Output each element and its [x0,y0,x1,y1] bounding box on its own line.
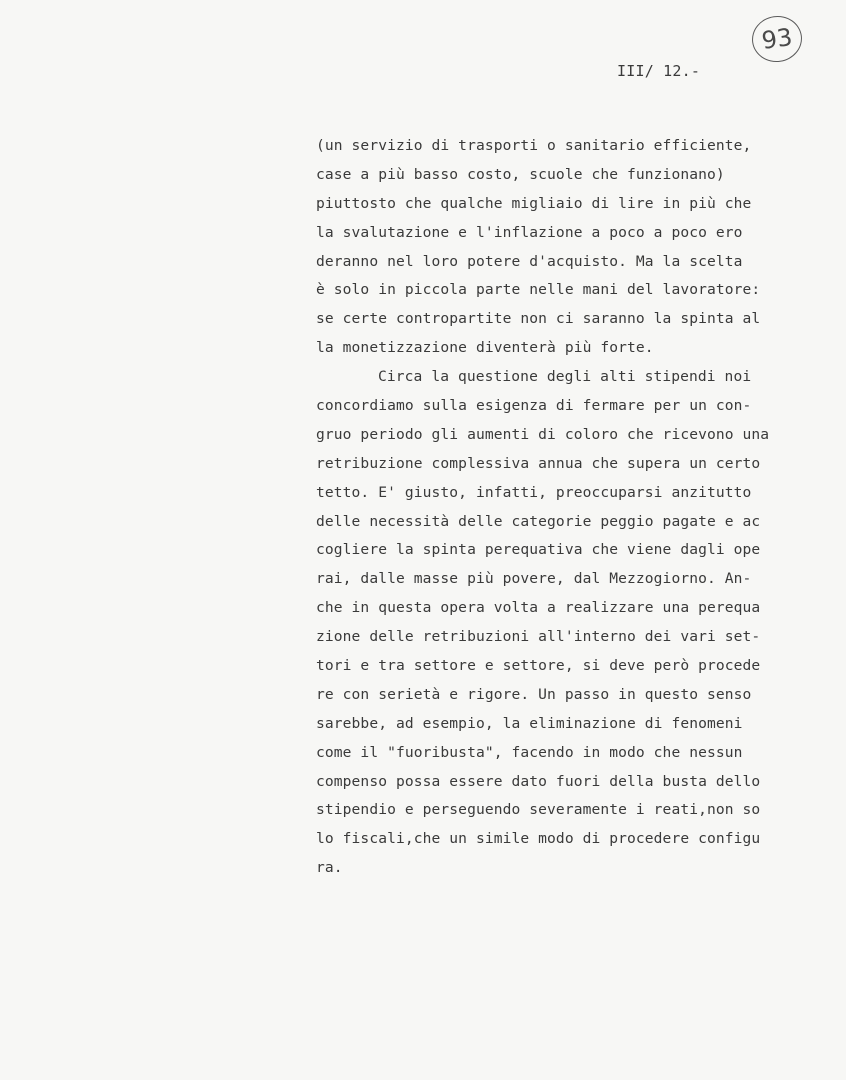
text-line: come il "fuoribusta", facendo in modo che nessun [316,743,743,761]
text-line: gruo periodo gli aumenti di coloro che ricevono una [316,425,770,443]
text-line: deranno nel loro potere d'acquisto. Ma la scelta [316,252,743,270]
text-line: piuttosto che qualche migliaio di lire in più che [316,194,752,212]
text-line: compenso possa essere dato fuori della busta dello [316,772,761,790]
text-line: la svalutazione e l'inflazione a poco a poco ero [316,223,743,241]
text-line: la monetizzazione diventerà più forte. [316,339,654,357]
page-number: 93 [759,23,795,55]
text-line: stipendio e perseguendo severamente i reati,non so [316,801,761,819]
text-line: rai, dalle masse più povere, dal Mezzogiorno. An- [316,570,752,588]
text-line: retribuzione complessiva annua che supera un certo [316,454,761,472]
page-number-stamp [749,13,805,66]
text-line: ra. [316,859,343,877]
section-reference: III/ 12.- [617,62,701,80]
text-line: (un servizio di trasporti o sanitario efficiente, [316,137,752,154]
text-line: concordiamo sulla esigenza di fermare per un con- [316,397,752,415]
text-line: che in questa opera volta a realizzare una perequa [316,599,761,617]
text-line: case a più basso costo, scuole che funzionano) [316,165,725,183]
text-line: è solo in piccola parte nelle mani del lavoratore: [316,281,761,299]
text-line: se certe contropartite non ci saranno la spinta al [316,310,761,328]
text-line: delle necessità delle categorie peggio pagate e ac [316,512,761,530]
text-line: tetto. E' giusto, infatti, preoccuparsi anzitutto [316,483,752,501]
text-line: tori e tra settore e settore, si deve però procede [316,657,761,675]
body-text [316,132,836,883]
paragraph-start-line: Circa la questione degli alti stipendi noi [378,368,752,386]
text-line: re con serietà e rigore. Un passo in questo senso [316,685,752,703]
text-line: sarebbe, ad esempio, la eliminazione di fenomeni [316,714,743,732]
text-line: lo fiscali,che un simile modo di procedere configu [316,830,761,848]
text-line: cogliere la spinta perequativa che viene dagli ope [316,541,761,559]
text-line: zione delle retribuzioni all'interno dei vari set- [316,628,761,646]
